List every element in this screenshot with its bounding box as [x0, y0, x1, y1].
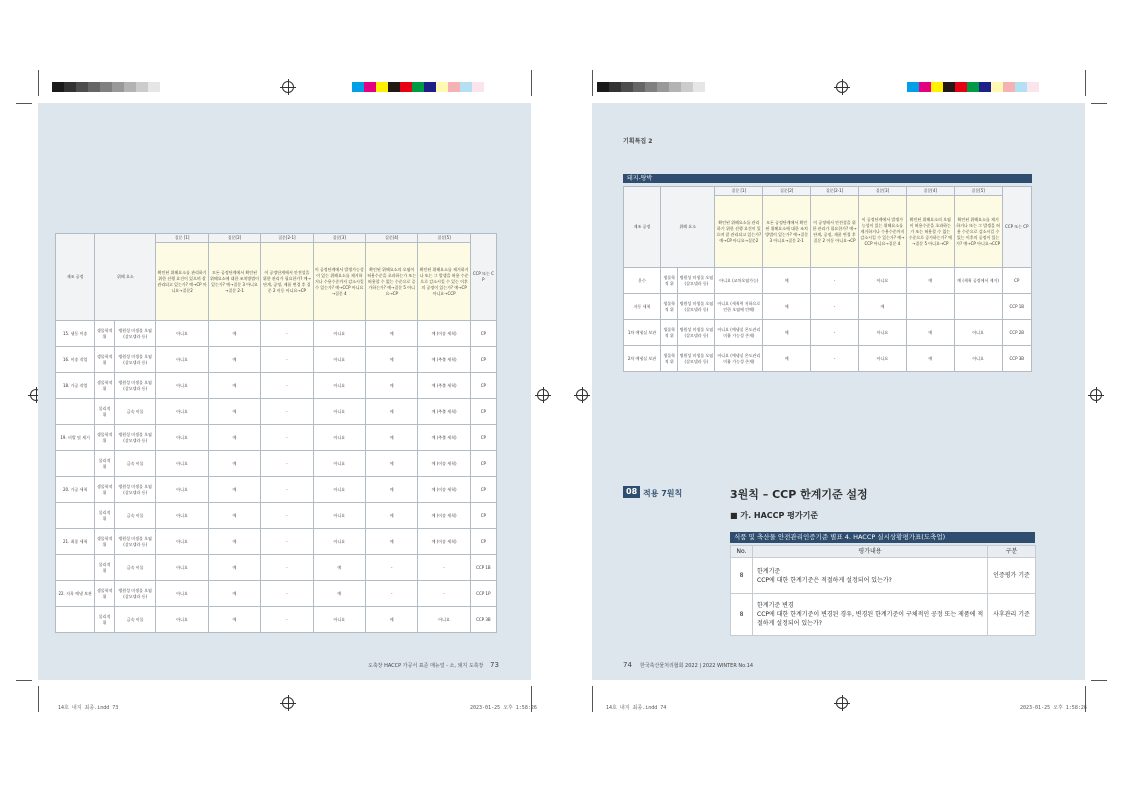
table-row [56, 373, 497, 399]
cell-q2: 예 [208, 373, 260, 399]
cell-q5: - [418, 581, 470, 607]
cell-element: 금속 이물 [114, 451, 155, 477]
cell-q4: - [365, 581, 417, 607]
cell-ccp: CP [1002, 268, 1031, 294]
cell-hazard: 물리적 위 [95, 503, 115, 529]
registration-mark-icon [282, 697, 294, 709]
cell-q3: 아니요 [313, 321, 365, 347]
cell-element: 병원성 미생물 오염 (살모넬라 등) [114, 321, 155, 347]
cell-hazard: 생물학적 위 [660, 320, 677, 346]
eval-item-text: CCP에 대한 한계기준이 변경된 경우, 변경된 한계기준이 구체적인 공정 또는 제품에 적절하게 설정되어 있는가? [757, 611, 984, 627]
cell-process: 18. 가공 작업 [56, 373, 95, 399]
eval-table [730, 545, 1036, 636]
right-page-number: 74 [623, 661, 632, 669]
cell-ccp: CCP 2B [1002, 320, 1031, 346]
cell-element: 금속 이물 [114, 503, 155, 529]
crop-mark [531, 70, 532, 96]
question-text: 모든 공정단계에서 확인된 위해요소에 대한 조치방법이 있는가? 예→질문 3 아니요→질문 2-1 [763, 196, 811, 268]
eval-content [753, 594, 988, 636]
cell-q5: 아니요 [954, 320, 1002, 346]
cell-element: 병원성 미생물 오염 (살모넬라 등) [114, 529, 155, 555]
cell-q2: 예 [763, 320, 811, 346]
registration-mark-icon [1090, 389, 1102, 401]
cell-q1: 아니요 (교차오염가능) [715, 268, 763, 294]
cell-q1: 아니요 (세척력 저하으로 인한 오염에 인해) [715, 294, 763, 320]
cell-q2: 예 [763, 294, 811, 320]
cell-q1: 아니요 [156, 373, 208, 399]
cell-q5: 예 (이송 세척) [418, 503, 470, 529]
cell-q3: 아니요 [313, 503, 365, 529]
cell-process: 1차 예냉실 보관 [624, 320, 661, 346]
color-bar-right [597, 82, 717, 92]
cell-element: 병원성 미생물 오염 (살모넬라 등) [114, 347, 155, 373]
cell-ccp: CCP 3B [1002, 346, 1031, 372]
cell-q2: 예 [208, 477, 260, 503]
cell-q21: - [261, 425, 313, 451]
cell-hazard: 물리적 위 [95, 607, 115, 633]
cell-hazard: 물리적 위 [95, 555, 115, 581]
cell-q3: 아니요 [858, 346, 906, 372]
cell-q21: - [811, 346, 859, 372]
cell-q4: - [365, 555, 417, 581]
table-row [56, 555, 497, 581]
question-text: 이 공정에서 안전성을 위한 관리가 필요한가? 예→단계, 공정, 제품 변경 후 질문 2 이동 아니요→CP [811, 196, 859, 268]
left-footer-text: 도축장 HACCP 가공서 표준 매뉴얼 - 소, 돼지 도축장 [368, 663, 484, 669]
cell-q5: 예 (추출 세척) [418, 399, 470, 425]
col-q1: 질문 [1] [715, 187, 763, 196]
col-q21: 질문[2-1] [811, 187, 859, 196]
cell-process: 2차 예냉실 보관 [624, 346, 661, 372]
eval-header-no: No. [731, 546, 753, 558]
cell-q1: 아니요 [156, 581, 208, 607]
cell-q4: 예 [365, 451, 417, 477]
cell-q2: 예 [763, 346, 811, 372]
eval-content [753, 558, 988, 594]
cell-element: 병원성 미생물 오염 (살모넬라 등) [114, 477, 155, 503]
cell-q1: 아니요 [156, 503, 208, 529]
cell-q4: 예 [906, 320, 954, 346]
cell-q4: 예 [365, 347, 417, 373]
cell-q2: 예 [208, 529, 260, 555]
cell-q4: 예 [365, 607, 417, 633]
crop-mark [592, 686, 593, 712]
cell-q3: 아니요 [313, 451, 365, 477]
cell-q21: - [811, 320, 859, 346]
eval-no: 8 [731, 558, 753, 594]
col-process: 제조 공정 [624, 187, 661, 268]
cell-hazard: 생물학적 위 [95, 425, 115, 451]
col-hazard: 위해 요소 [660, 187, 714, 268]
cell-process: 19. 비발 및 제거 [56, 425, 95, 451]
crop-mark [1091, 103, 1107, 104]
cell-process: 16. 이송 작업 [56, 347, 95, 373]
table-title: 돼지-탕박 [623, 174, 1032, 183]
cell-q4: 예 [365, 477, 417, 503]
cell-hazard: 물리적 위 [95, 399, 115, 425]
cell-ccp: CCP 1B [1002, 294, 1031, 320]
question-text: 확인된 위해요소를 관리하기 위한 선행 요건이 있으며 잘 관리되고 있는가? 예→CP 아니요→질문2 [156, 243, 208, 321]
cell-q21: - [261, 607, 313, 633]
cell-hazard: 생물학적 위 [95, 321, 115, 347]
cell-q5: - [418, 555, 470, 581]
eval-table-title: 식품 및 축산물 안전관리인증기준 별표 4. HACCP 실시상황평가표(도축업) [730, 532, 1035, 543]
cell-q5: 예 (추출 세척) [418, 347, 470, 373]
table-row [56, 321, 497, 347]
col-q3: 질문[3] [858, 187, 906, 196]
cell-q21: - [261, 451, 313, 477]
cell-hazard: 생물학적 위 [95, 529, 115, 555]
cell-q4: 예 [906, 268, 954, 294]
cell-element: 병원성 미생물 오염 (살모넬라 등) [114, 425, 155, 451]
registration-mark-icon [576, 389, 588, 401]
cell-ccp: CCP 1B [470, 555, 496, 581]
cell-q1: 아니요 [156, 555, 208, 581]
cell-ccp: CP [470, 477, 496, 503]
registration-mark-icon [836, 81, 848, 93]
cell-q21: - [811, 294, 859, 320]
cell-q3: 아니요 [313, 399, 365, 425]
cell-hazard: 생물학적 위 [95, 373, 115, 399]
cell-q21: - [261, 529, 313, 555]
cell-q2: 예 [208, 607, 260, 633]
cell-process: 20. 가공 세척 [56, 477, 95, 503]
cell-process: 22. 지육 예냉 보관 [56, 581, 95, 607]
question-text: 확인된 위해요소의 오염이 허용수준을 초과하는가 또는 허용할 수 없는 수준으로 증가하는가? 예→질문 5 아니요→CP [906, 196, 954, 268]
right-footer-text: 한국축산물처리협회 2022 | 2022 WINTER No.14 [640, 663, 754, 669]
cell-q3: 아니요 [313, 347, 365, 373]
cell-process: 15. 냉동 이송 [56, 321, 95, 347]
cell-q4: 예 [365, 321, 417, 347]
cell-q5: 예 (이송 세척) [418, 321, 470, 347]
cell-element: 병원성 미생물 오염 (살모넬라 등) [678, 294, 715, 320]
cell-q2: 예 [763, 268, 811, 294]
cell-q4: 예 [365, 373, 417, 399]
cell-q5: 예 (이송 세척) [418, 529, 470, 555]
cell-q4: 예 [365, 529, 417, 555]
cell-ccp: CCP 1P [470, 581, 496, 607]
eval-header-content: 평가내용 [753, 546, 988, 558]
cell-q3: 예 [858, 294, 906, 320]
cell-hazard: 생물학적 위 [95, 347, 115, 373]
cell-q5: 아니요 [418, 607, 470, 633]
cell-process [56, 555, 95, 581]
registration-mark-icon [537, 389, 549, 401]
cell-q3: 아니요 [313, 607, 365, 633]
slug-left-date: 2023-01-25 오후 1:58:26 [470, 705, 537, 711]
color-bar-left [52, 82, 172, 92]
left-ccp-table [55, 233, 497, 633]
cell-q4: 예 [906, 346, 954, 372]
cell-q21: - [261, 581, 313, 607]
cell-q2: 예 [208, 425, 260, 451]
cell-q2: 예 [208, 503, 260, 529]
cell-q21: - [261, 477, 313, 503]
cell-q1: 아니요 [156, 347, 208, 373]
col-hazard: 위해 요소 [95, 234, 156, 321]
cell-element: 금속 이물 [114, 399, 155, 425]
cell-q2: 예 [208, 321, 260, 347]
cell-q3: 아니요 [313, 529, 365, 555]
slug-right-date: 2023-01-25 오후 1:58:26 [1020, 705, 1087, 711]
cell-q1: 아니요 [156, 607, 208, 633]
question-text: 확인된 위해요소를 제거하거나 또는 그 발생을 허용 수준으로 감소시킬 수 있는 이후의 공정이 있는가? 예→CP 아니요→CCP [954, 196, 1002, 268]
cell-q3: 아니요 [313, 477, 365, 503]
crop-mark [1085, 70, 1086, 96]
cell-q4: 예 [365, 399, 417, 425]
cell-element: 병원성 미생물 오염 (살모넬라 등) [114, 373, 155, 399]
col-process: 제조 공정 [56, 234, 95, 321]
col-q5: 질문[5] [418, 234, 470, 243]
col-ccp: CCP 또는 CP [470, 234, 496, 321]
cell-hazard: 생물학적 위 [660, 268, 677, 294]
eval-item-title: 한계기준 [757, 567, 781, 575]
col-q3: 질문[3] [313, 234, 365, 243]
crop-mark [16, 680, 32, 681]
col-q2: 질문[2] [208, 234, 260, 243]
question-text: 이 공정단계에서 발생가능성이 있는 위해요소를 제거하거나 수용수준까지 감소시킬 수 있는가? 예→CCP 아니요→질문 4 [313, 243, 365, 321]
cell-q1: 아니요 [156, 529, 208, 555]
table-row [56, 477, 497, 503]
table-row [56, 607, 497, 633]
slug-left: 14호 내지 최종.indd 73 [58, 705, 119, 711]
cell-q5: 예 (추출 세척) [418, 373, 470, 399]
table-row [624, 320, 1032, 346]
cell-q3: 아니요 [313, 425, 365, 451]
registration-mark-icon [836, 697, 848, 709]
cell-element: 금속 이물 [114, 607, 155, 633]
cell-q1: 아니요 (예냉실 온도관리 미흡 가능성 존재) [715, 320, 763, 346]
cell-ccp: CP [470, 529, 496, 555]
cell-ccp: CP [470, 347, 496, 373]
principle-title: 3원칙 – CCP 한계기준 설정 [730, 488, 868, 501]
running-head: 기획특집 2 [623, 138, 653, 145]
cell-q1: 아니요 [156, 321, 208, 347]
question-text: 확인된 위해요소를 제거하거나 또는 그 발생을 허용 수준으로 감소시킬 수 있는 이후의 공정이 있는가? 예→CP 아니요→CCP [418, 243, 470, 321]
cell-q2: 예 [208, 555, 260, 581]
table-row [624, 294, 1032, 320]
cell-q2: 예 [208, 347, 260, 373]
cell-process: 운수 [624, 268, 661, 294]
section-title: 적용 7원칙 [643, 489, 683, 498]
cell-element: 금속 이물 [114, 555, 155, 581]
cell-q3: 예 [313, 581, 365, 607]
cell-ccp: CP [470, 399, 496, 425]
eval-item-title: 한계기준 변경 [757, 602, 794, 609]
cell-q21: - [261, 503, 313, 529]
cell-q3: 아니요 [858, 320, 906, 346]
cell-q2: 예 [208, 581, 260, 607]
cell-process [56, 607, 95, 633]
cell-q5: 예 (세척 공정에서 제거) [954, 268, 1002, 294]
cell-hazard: 물리적 위 [95, 451, 115, 477]
eval-category: 사후관리 기준 [988, 594, 1036, 636]
slug-right: 14호 내지 최종.indd 74 [606, 705, 667, 711]
cell-q1: 아니요 [156, 425, 208, 451]
cell-element: 병원성 미생물 오염 (살모넬라 등) [678, 346, 715, 372]
cell-q21: - [261, 555, 313, 581]
cell-ccp: CP [470, 503, 496, 529]
cell-process [56, 503, 95, 529]
cell-q1: 아니요 (예냉실 온도관리 미흡 가능성 존재) [715, 346, 763, 372]
table-row [56, 529, 497, 555]
question-text: 이 공정단계에서 발생가능성이 있는 위해요소를 제거하거나 수용수준까지 감소시킬 수 있는가? 예→CCP 아니요→질문 4 [858, 196, 906, 268]
cell-q2: 예 [208, 451, 260, 477]
registration-mark-icon [282, 81, 294, 93]
cell-q4: 예 [365, 425, 417, 451]
table-row [56, 399, 497, 425]
cell-ccp: CP [470, 451, 496, 477]
cell-q21: - [261, 373, 313, 399]
cell-q5: 예 (이송 세척) [418, 451, 470, 477]
question-text: 모든 공정단계에서 확인된 위해요소에 대한 조치방법이 있는가? 예→질문 3 아니요→질문 2-1 [208, 243, 260, 321]
cell-process: 자동 세척 [624, 294, 661, 320]
cell-hazard: 생물학적 위 [660, 294, 677, 320]
eval-item-text: CCP에 대한 한계기준은 적절하게 설정되어 있는가? [757, 576, 892, 584]
col-q4: 질문[4] [906, 187, 954, 196]
table-row [56, 581, 497, 607]
subheading: ■ 가. HACCP 평가기준 [730, 511, 819, 520]
cell-process [56, 451, 95, 477]
col-q5: 질문[5] [954, 187, 1002, 196]
cell-q21: - [261, 399, 313, 425]
col-q21: 질문[2-1] [261, 234, 313, 243]
crop-mark [16, 103, 32, 104]
eval-no: 8 [731, 594, 753, 636]
cell-q3: 아니요 [858, 268, 906, 294]
cell-q5: 예 (이송 세척) [418, 477, 470, 503]
crop-mark [1091, 680, 1107, 681]
cell-hazard: 생물학적 위 [95, 581, 115, 607]
col-q1: 질문 [1] [156, 234, 208, 243]
cell-hazard: 생물학적 위 [660, 346, 677, 372]
cell-q5: 예 (추출 세척) [418, 425, 470, 451]
table-row [624, 268, 1032, 294]
cell-element: 병원성 미생물 오염 (살모넬라 등) [678, 268, 715, 294]
cell-q1: 아니요 [156, 477, 208, 503]
col-q4: 질문[4] [365, 234, 417, 243]
cell-q4: 예 [365, 503, 417, 529]
col-q2: 질문[2] [763, 187, 811, 196]
right-ccp-table [623, 186, 1032, 372]
table-row [56, 503, 497, 529]
question-text: 이 공정단계에서 안전성을 위한 관리가 필요한가? 예→단계, 공정, 제품 변경 후 질문 2 이동 아니요→CP [261, 243, 313, 321]
cell-element: 병원성 미생물 오염 (살모넬라 등) [114, 581, 155, 607]
table-row [56, 347, 497, 373]
cell-hazard: 생물학적 위 [95, 477, 115, 503]
cell-q1: 아니요 [156, 399, 208, 425]
table-row [56, 451, 497, 477]
cell-q5 [954, 294, 1002, 320]
table-row [624, 346, 1032, 372]
cell-ccp: CP [470, 321, 496, 347]
cell-process [56, 399, 95, 425]
question-text: 확인된 위해요소의 오염이 허용수준을 초과하는가 또는 허용할 수 없는 수준으로 증가하는가? 예→질문 5 아니요→CP [365, 243, 417, 321]
color-bar-right-2 [907, 82, 1039, 92]
cell-process: 21. 최종 세척 [56, 529, 95, 555]
question-text: 확인된 위해요소를 관리하기 위한 선행 요건이 있으며 잘 관리되고 있는가? 예→CP 아니요→질문2 [715, 196, 763, 268]
cell-ccp: CP [470, 425, 496, 451]
cell-q5: 아니요 [954, 346, 1002, 372]
col-ccp: CCP 또는 CP [1002, 187, 1031, 268]
cell-ccp: CP [470, 373, 496, 399]
eval-header-category: 구분 [988, 546, 1036, 558]
cell-q21: - [261, 347, 313, 373]
cell-q21: - [261, 321, 313, 347]
eval-category: 인증평가 기준 [988, 558, 1036, 594]
cell-q3: 예 [313, 555, 365, 581]
left-page-number: 73 [490, 661, 499, 669]
cell-q21: - [811, 268, 859, 294]
crop-mark [38, 70, 39, 96]
cell-q4 [906, 294, 954, 320]
cell-element: 병원성 미생물 오염 (살모넬라 등) [678, 320, 715, 346]
crop-mark [38, 686, 39, 712]
table-row [56, 425, 497, 451]
color-bar-left-2 [352, 82, 484, 92]
cell-ccp: CCP 3B [470, 607, 496, 633]
cell-q2: 예 [208, 399, 260, 425]
cell-q3: 아니요 [313, 373, 365, 399]
crop-mark [592, 70, 593, 96]
section-badge: 08 [623, 486, 640, 498]
cell-q1: 아니요 [156, 451, 208, 477]
